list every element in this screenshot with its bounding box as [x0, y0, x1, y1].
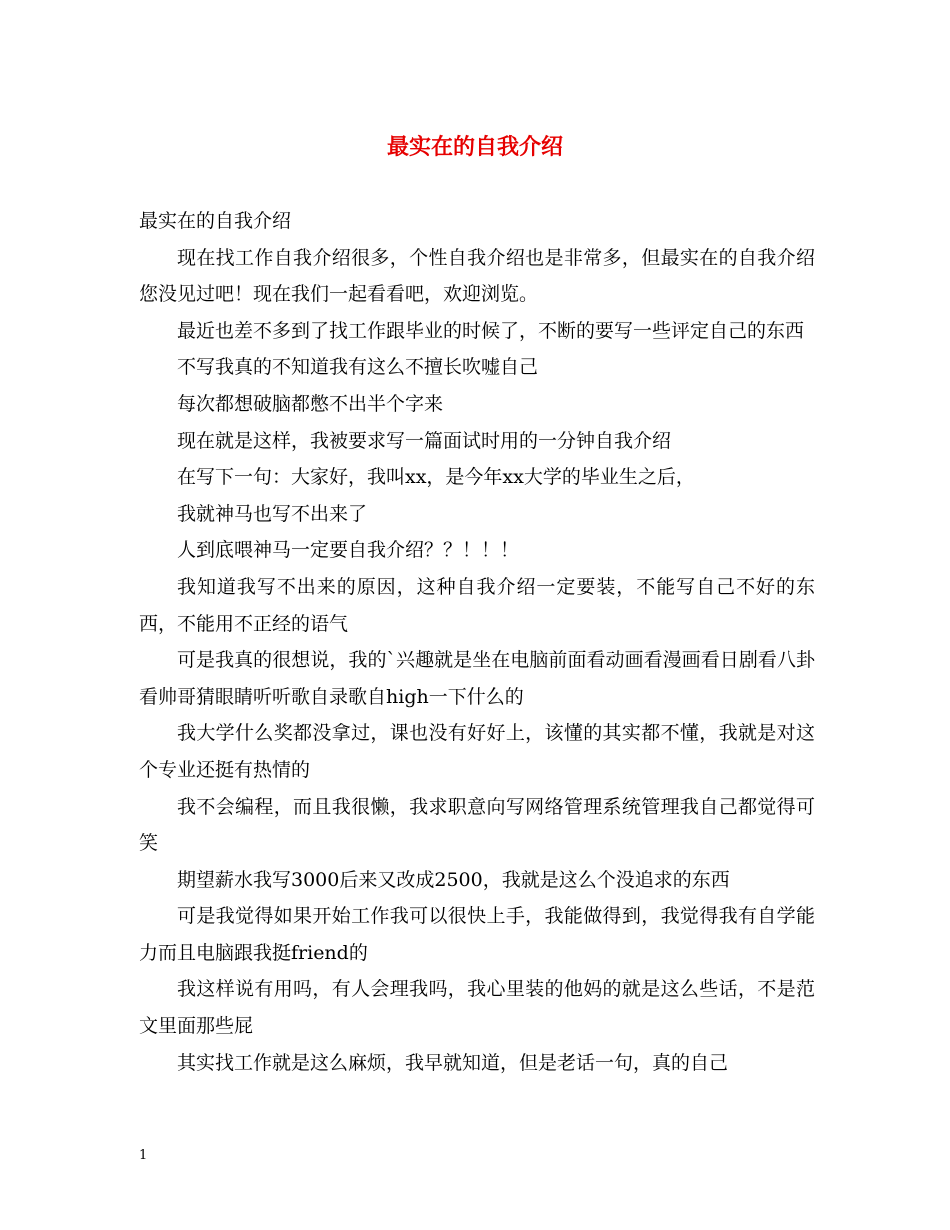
paragraph: 现在找工作自我介绍很多，个性自我介绍也是非常多，但最实在的自我介绍您没见过吧！现在我们一起看看吧，欢迎浏览。: [139, 246, 815, 306]
paragraph: 最近也差不多到了找工作跟毕业的时候了，不断的要写一些评定自己的东西: [177, 319, 805, 342]
paragraph: 我不会编程，而且我很懒，我求职意向写网络管理系统管理我自己都觉得可笑: [139, 795, 815, 855]
paragraph: 可是我真的很想说，我的`兴趣就是坐在电脑前面看动画看漫画看日剧看八卦看帅哥猜眼睛听听歌自录歌自high一下什么的: [139, 649, 815, 708]
document-body: [139, 203, 815, 1081]
paragraph: 在写下一句：大家好，我叫xx，是今年xx大学的毕业生之后，: [177, 466, 695, 489]
page-number: 1: [139, 1148, 148, 1163]
paragraph: 不写我真的不知道我有这么不擅长吹嘘自己: [177, 356, 539, 379]
paragraph: 我这样说有用吗，有人会理我吗，我心里装的他妈的就是这么些话，不是范文里面那些屁: [139, 978, 815, 1038]
paragraph: 最实在的自我介绍: [139, 210, 292, 232]
paragraph: 我知道我写不出来的原因，这种自我介绍一定要装，不能写自己不好的东西，不能用不正经的语气: [139, 575, 815, 635]
paragraph: 每次都想破脑都憋不出半个字来: [177, 392, 444, 415]
paragraph: 期望薪水我写3000后来又改成2500，我就是这么个没追求的东西: [177, 868, 730, 891]
document-title: 最实在的自我介绍: [386, 134, 563, 160]
paragraph: 我就神马也写不出来了: [177, 502, 368, 525]
paragraph: 现在就是这样，我被要求写一篇面试时用的一分钟自我介绍: [177, 429, 672, 452]
paragraph: 其实找工作就是这么麻烦，我早就知道，但是老话一句，真的自己: [177, 1051, 729, 1074]
paragraph: 可是我觉得如果开始工作我可以很快上手，我能做得到，我觉得我有自学能力而且电脑跟我挺friend的: [139, 905, 815, 964]
paragraph: 我大学什么奖都没拿过，课也没有好好上，该懂的其实都不懂，我就是对这个专业还挺有热情的: [139, 722, 815, 781]
paragraph: 人到底喂神马一定要自我介绍？？！！！: [177, 539, 520, 562]
